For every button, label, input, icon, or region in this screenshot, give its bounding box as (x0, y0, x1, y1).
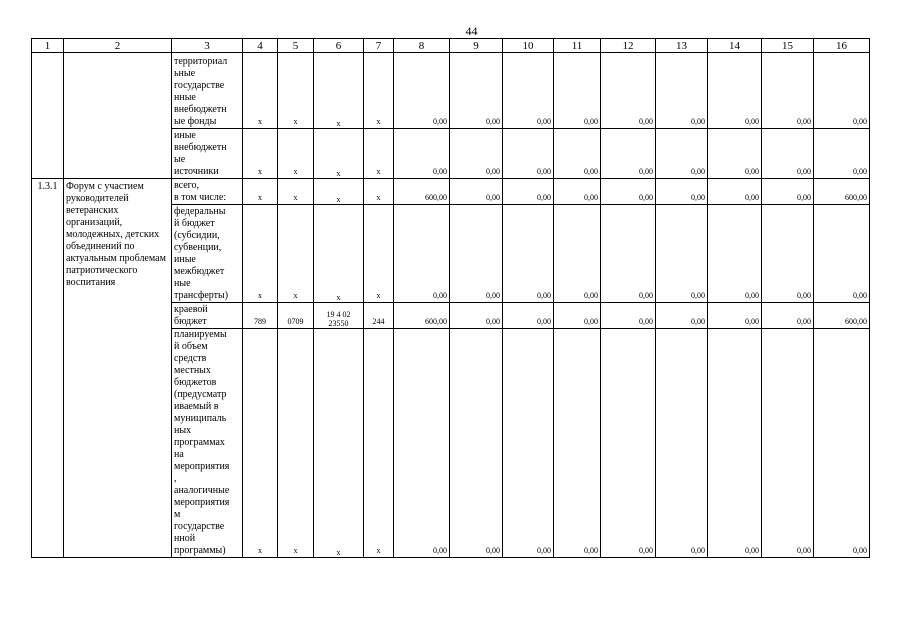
expense-type-cell: x (364, 329, 394, 558)
amount-cell: 0,00 (450, 129, 503, 179)
amount-cell: 0,00 (503, 329, 554, 558)
amount-cell: 0,00 (394, 53, 450, 129)
amount-cell: 0,00 (656, 303, 708, 329)
amount-cell: 0,00 (762, 303, 814, 329)
funding-source-label: территориал ьные государстве нные внебюджетн ые фонды (172, 53, 243, 129)
amount-cell: 0,00 (394, 329, 450, 558)
page-number: 44 (465, 24, 478, 38)
amount-cell: 0,00 (554, 129, 601, 179)
section-code-cell: 0709 (278, 303, 314, 329)
amount-cell: 0,00 (601, 303, 656, 329)
amount-cell: 0,00 (814, 53, 870, 129)
column-header: 1 (32, 39, 64, 53)
amount-cell: 0,00 (708, 129, 762, 179)
expense-type-cell: x (364, 205, 394, 303)
expense-type-cell: 244 (364, 303, 394, 329)
gr-code-cell: x (243, 329, 278, 558)
funding-source-label: федеральны й бюджет (субсидии, субвенции, иные межбюджет ные трансферты) (172, 205, 243, 303)
column-header: 2 (64, 39, 172, 53)
expense-type-cell: x (364, 129, 394, 179)
amount-cell: 0,00 (394, 129, 450, 179)
column-header: 12 (601, 39, 656, 53)
amount-cell: 0,00 (601, 329, 656, 558)
budget-table (31, 38, 870, 558)
amount-cell: 0,00 (450, 303, 503, 329)
amount-cell: 0,00 (450, 205, 503, 303)
amount-cell: 0,00 (708, 205, 762, 303)
amount-cell: 0,00 (814, 205, 870, 303)
column-header: 11 (554, 39, 601, 53)
amount-cell: 0,00 (656, 179, 708, 205)
amount-cell: 0,00 (450, 53, 503, 129)
amount-cell: 0,00 (814, 329, 870, 558)
funding-source-label: краевой бюджет (172, 303, 243, 329)
amount-cell: 0,00 (762, 129, 814, 179)
amount-cell: 0,00 (601, 129, 656, 179)
amount-cell: 600,00 (394, 303, 450, 329)
target-article-cell: x (314, 205, 364, 303)
amount-cell: 0,00 (656, 129, 708, 179)
amount-cell: 0,00 (762, 205, 814, 303)
gr-code-cell: x (243, 129, 278, 179)
amount-cell: 0,00 (554, 179, 601, 205)
amount-cell: 0,00 (503, 129, 554, 179)
section-code-cell: x (278, 179, 314, 205)
amount-cell: 0,00 (601, 179, 656, 205)
amount-cell: 0,00 (656, 53, 708, 129)
column-number-row (32, 39, 870, 53)
amount-cell: 0,00 (814, 129, 870, 179)
expense-type-cell: x (364, 53, 394, 129)
column-header: 15 (762, 39, 814, 53)
amount-cell: 0,00 (762, 53, 814, 129)
target-article-cell: x (314, 53, 364, 129)
gr-code-cell: 789 (243, 303, 278, 329)
column-header: 16 (814, 39, 870, 53)
funding-source-label: иные внебюджетн ые источники (172, 129, 243, 179)
target-article-cell: x (314, 129, 364, 179)
amount-cell: 0,00 (503, 303, 554, 329)
section-code-cell: x (278, 53, 314, 129)
amount-cell: 600,00 (814, 303, 870, 329)
funding-source-label: всего, в том числе: (172, 179, 243, 205)
amount-cell: 0,00 (503, 179, 554, 205)
amount-cell: 0,00 (554, 303, 601, 329)
section-code-cell: x (278, 129, 314, 179)
section-code-cell: x (278, 329, 314, 558)
column-header: 5 (278, 39, 314, 53)
funding-source-label: планируемы й объем средств местных бюджетов (предусматр иваемый в муниципаль ных программах на мероприятия , аналогичные мероприятия м государстве нной программы) (172, 329, 243, 558)
section-code-cell: x (278, 205, 314, 303)
amount-cell: 0,00 (656, 329, 708, 558)
item-name-cell-empty (64, 53, 172, 179)
amount-cell: 600,00 (394, 179, 450, 205)
expense-type-cell: x (364, 179, 394, 205)
column-header: 7 (364, 39, 394, 53)
amount-cell: 0,00 (656, 205, 708, 303)
column-header: 13 (656, 39, 708, 53)
amount-cell: 0,00 (450, 179, 503, 205)
amount-cell: 0,00 (762, 329, 814, 558)
amount-cell: 0,00 (450, 329, 503, 558)
target-article-cell: 19 4 02 23550 (314, 303, 364, 329)
amount-cell: 0,00 (601, 53, 656, 129)
column-header: 8 (394, 39, 450, 53)
column-header: 9 (450, 39, 503, 53)
amount-cell: 0,00 (708, 53, 762, 129)
column-header: 6 (314, 39, 364, 53)
amount-cell: 0,00 (601, 205, 656, 303)
amount-cell: 600,00 (814, 179, 870, 205)
amount-cell: 0,00 (708, 179, 762, 205)
column-header: 4 (243, 39, 278, 53)
table-row (32, 53, 870, 129)
gr-code-cell: x (243, 205, 278, 303)
amount-cell: 0,00 (708, 329, 762, 558)
item-name: Форум с участием руководителей ветеранских организаций, молодежных, детских объединений по актуальным проблемам патриотического воспитания (64, 179, 172, 558)
target-article-cell: x (314, 329, 364, 558)
table-row (32, 179, 870, 205)
amount-cell: 0,00 (394, 205, 450, 303)
amount-cell: 0,00 (503, 205, 554, 303)
target-article-cell: x (314, 179, 364, 205)
column-header: 10 (503, 39, 554, 53)
amount-cell: 0,00 (554, 53, 601, 129)
column-header: 14 (708, 39, 762, 53)
amount-cell: 0,00 (554, 329, 601, 558)
item-number: 1.3.1 (32, 179, 64, 558)
gr-code-cell: x (243, 53, 278, 129)
amount-cell: 0,00 (708, 303, 762, 329)
amount-cell: 0,00 (554, 205, 601, 303)
column-header: 3 (172, 39, 243, 53)
amount-cell: 0,00 (762, 179, 814, 205)
item-number-cell-empty (32, 53, 64, 179)
amount-cell: 0,00 (503, 53, 554, 129)
gr-code-cell: x (243, 179, 278, 205)
